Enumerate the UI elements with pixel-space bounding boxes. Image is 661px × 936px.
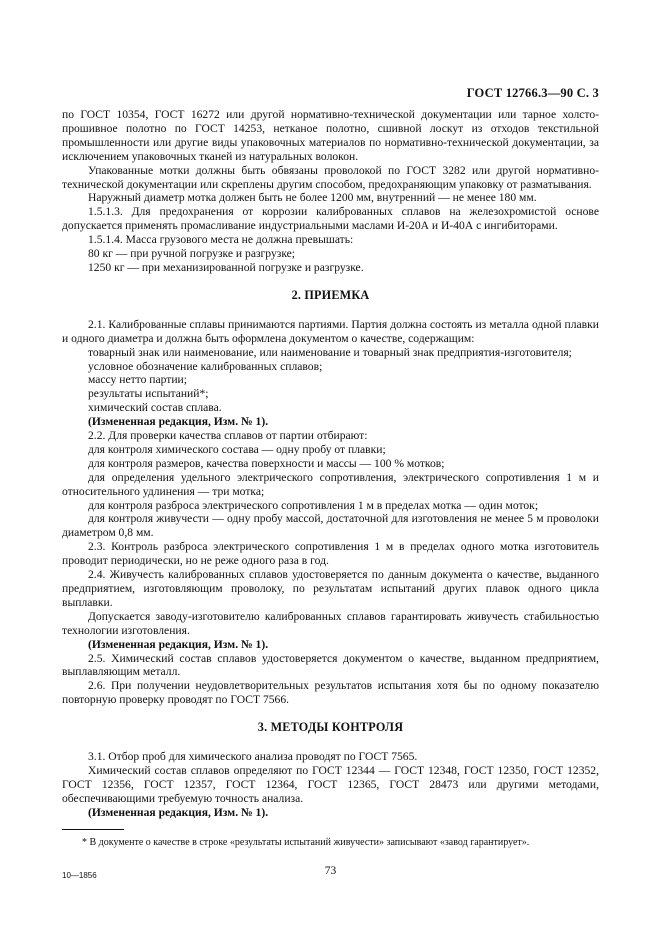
section-title-acceptance: 2. ПРИЕМКА xyxy=(291,287,370,302)
paragraph: 1250 кг — при механизированной погрузке и разгрузке. xyxy=(88,260,364,274)
paragraph: результаты испытаний*; xyxy=(88,387,209,401)
paragraph: 1.5.1.3. Для предохранения от коррозии калиброванных сплавов на железохромистой основе допускается применять промасливание индустриальными маслами И-20А и И-40А с ингибиторами. xyxy=(62,205,599,233)
paragraph: Наружный диаметр мотка должен быть не более 1200 мм, внутренний — не менее 180 мм. xyxy=(88,191,537,205)
paragraph: 2.6. При получении неудовлетворительных результатов испытания хотя бы по одному показателю повторную проверку проводят по ГОСТ 7566. xyxy=(62,679,599,707)
paragraph: по ГОСТ 10354, ГОСТ 16272 или другой нормативно-технической документации или тарное холсто-прошивное полотно по ГОСТ 14253, нетканое полотно, сшивной лоскут из отходов текстильной промышленности или другие виды упаковочных материалов по нормативно-технической документации, за исключением упаковочных тканей из натуральных волокон. xyxy=(62,108,599,163)
paragraph: для контроля разброса электрического сопротивления 1 м в пределах мотка — один моток; xyxy=(88,498,539,512)
page-header: ГОСТ 12766.3—90 С. 3 xyxy=(466,86,599,100)
paragraph: для определения удельного электрического сопротивления, электрического сопротивления 1 м и относительного удлинения — три мотка; xyxy=(62,470,599,498)
paragraph: Химический состав сплавов определяют по ГОСТ 12344 — ГОСТ 12348, ГОСТ 12350, ГОСТ 12352, ГОСТ 12356, ГОСТ 12357, ГОСТ 12364, ГОСТ 12365, ГОСТ 28473 или другими методами, обеспечивающими требуемую точность анализа. xyxy=(62,763,599,805)
footnote: * В документе о качестве в строке «результаты испытаний живучести» записывают «завод гарантирует». xyxy=(82,837,530,848)
paragraph: Допускается заводу-изготовителю калиброванных сплавов гарантировать живучесть стабильностью технологии изготовления. xyxy=(62,609,599,637)
paragraph: 2.1. Калиброванные сплавы принимаются партиями. Партия должна состоять из металла одной плавки и одного диаметра и должна быть оформлена документом о качестве, содержащим: xyxy=(62,317,599,345)
footnote-divider xyxy=(62,829,124,830)
paragraph: массу нетто партии; xyxy=(88,373,187,387)
section-title-control-methods: 3. МЕТОДЫ КОНТРОЛЯ xyxy=(257,720,404,735)
print-signature: 10—1856 xyxy=(62,871,97,880)
paragraph: 2.5. Химический состав сплавов удостоверяется документом о качестве, выданном предприятием, выплавляющим металл. xyxy=(62,651,599,679)
amendment-note: (Измененная редакция, Изм. № 1). xyxy=(88,637,269,651)
amendment-note: (Измененная редакция, Изм. № 1). xyxy=(88,805,269,819)
paragraph: условное обозначение калиброванных сплавов; xyxy=(88,359,323,373)
paragraph: 1.5.1.4. Масса грузового места не должна превышать: xyxy=(88,233,354,247)
paragraph: 2.2. Для проверки качества сплавов от партии отбирают: xyxy=(88,429,368,443)
paragraph: химический состав сплава. xyxy=(88,401,222,415)
paragraph: для контроля химического состава — одну пробу от плавки; xyxy=(88,442,386,456)
paragraph: 2.3. Контроль разброса электрического сопротивления 1 м в пределах одного мотка изготовитель проводит периодически, но не реже одного раза в год. xyxy=(62,540,599,568)
page-number: 73 xyxy=(324,865,337,877)
paragraph: 80 кг — при ручной погрузке и разгрузке; xyxy=(88,247,296,261)
amendment-note: (Измененная редакция, Изм. № 1). xyxy=(88,415,269,429)
paragraph: Упакованные мотки должны быть обвязаны проволокой по ГОСТ 3282 или другой нормативно-технической документации или скреплены другим способом, предохраняющим упаковку от разматывания. xyxy=(62,163,599,191)
document-body xyxy=(62,108,599,820)
paragraph: 3.1. Отбор проб для химического анализа проводят по ГОСТ 7565. xyxy=(88,750,418,764)
paragraph: 2.4. Живучесть калиброванных сплавов удостоверяется по данным документа о качестве, выданного предприятием, изготовляющим проволоку, по результатам испытаний других плавок одного цикла выплавки. xyxy=(62,568,599,609)
paragraph: для контроля живучести — одну пробу массой, достаточной для изготовления не менее 5 м проволоки диаметром 0,8 мм. xyxy=(62,512,599,540)
paragraph: товарный знак или наименование, или наименование и товарный знак предприятия-изготовителя; xyxy=(88,345,572,359)
paragraph: для контроля размеров, качества поверхности и массы — 100 % мотков; xyxy=(88,456,445,470)
